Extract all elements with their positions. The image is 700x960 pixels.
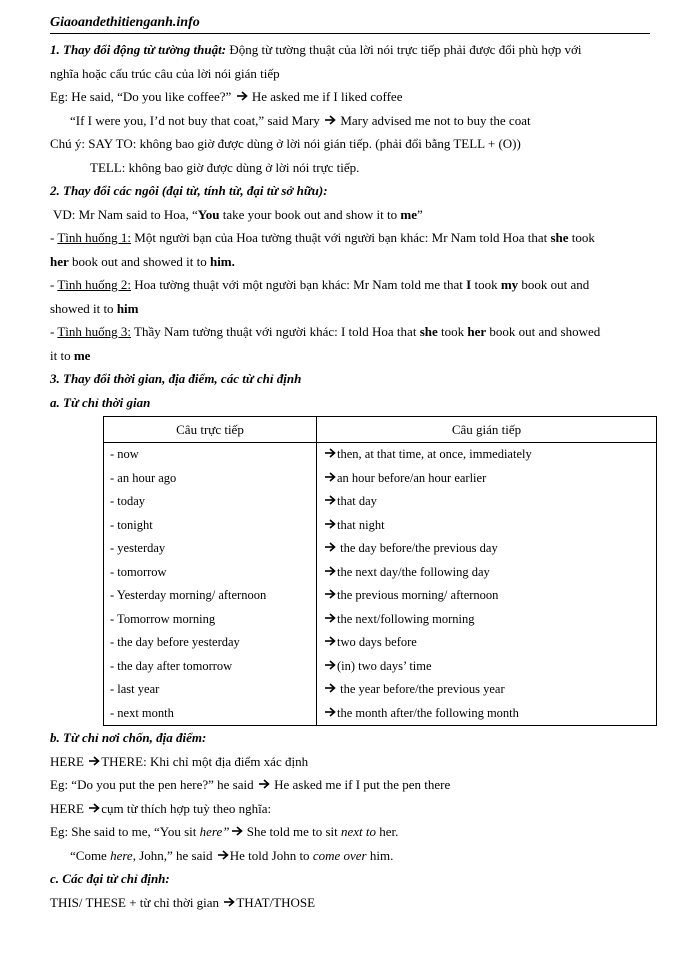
arrow-icon [223, 896, 235, 908]
example-5: “Come here, John,” he said He told John to come over him. [70, 847, 394, 863]
arrow-icon [324, 659, 336, 671]
arrow-icon [88, 755, 100, 767]
site-header: Giaoandethitienganh.info [50, 15, 200, 30]
direct-speech-cell: - next month [104, 702, 317, 726]
here-phrase-rule: HERE cụm từ thích hợp tuỳ theo nghĩa: [50, 800, 272, 816]
table-row [104, 631, 657, 655]
arrow-icon [324, 565, 336, 577]
table-row [104, 561, 657, 585]
this-these-rule: THIS/ THESE + từ chỉ thời gian THAT/THOSE [50, 894, 316, 910]
table-row [104, 702, 657, 726]
table-header-indirect: Câu gián tiếp [317, 417, 657, 443]
table-row [104, 467, 657, 491]
direct-speech-cell: - yesterday [104, 537, 317, 561]
table-row [104, 655, 657, 679]
arrow-icon [324, 518, 336, 530]
indirect-speech-cell: the previous morning/ afternoon [317, 584, 657, 608]
note-say-to: Chú ý: SAY TO: không bao giờ được dùng ở lời nói gián tiếp. (phải đổi bằng TELL + (O)) [50, 136, 521, 151]
arrow-icon [88, 802, 100, 814]
indirect-speech-cell: the year before/the previous year [317, 678, 657, 702]
direct-speech-cell: - today [104, 490, 317, 514]
situation-1: - Tình huống 1: Một người bạn của Hoa tường thuật với người bạn khác: Mr Nam told Hoa that she took [50, 230, 595, 245]
table-row [104, 514, 657, 538]
arrow-icon [324, 471, 336, 483]
section-1-title: 1. Thay đổi động từ tường thuật: [50, 42, 227, 57]
subsection-b-title: b. Từ chỉ nơi chốn, địa điểm: [50, 730, 207, 745]
section-2-title: 2. Thay đổi các ngôi (đại từ, tính từ, đại từ sở hữu): [50, 183, 328, 198]
direct-speech-cell: - Yesterday morning/ afternoon [104, 584, 317, 608]
example-2: “If I were you, I’d not buy that coat,” said Mary Mary advised me not to buy the coat [70, 112, 531, 128]
note-tell: TELL: không bao giờ được dùng ở lời nói trực tiếp. [90, 159, 360, 175]
direct-speech-cell: - an hour ago [104, 467, 317, 491]
time-expressions-table [103, 416, 657, 726]
direct-speech-cell: - Tomorrow morning [104, 608, 317, 632]
table-row [104, 490, 657, 514]
example-1: Eg: He said, “Do you like coffee?” He asked me if I liked coffee [50, 89, 403, 104]
section-2-example: VD: Mr Nam said to Hoa, “You take your book out and show it to me” [53, 206, 423, 222]
arrow-icon [258, 778, 270, 790]
direct-speech-cell: - the day after tomorrow [104, 655, 317, 679]
indirect-speech-cell: an hour before/an hour earlier [317, 467, 657, 491]
indirect-speech-cell: the month after/the following month [317, 702, 657, 726]
direct-speech-cell: - tomorrow [104, 561, 317, 585]
table-row [104, 678, 657, 702]
here-there-rule: HERE THERE: Khi chỉ một địa điểm xác định [50, 753, 309, 769]
arrow-icon [236, 90, 248, 102]
arrow-icon [324, 612, 336, 624]
arrow-icon [324, 447, 336, 459]
direct-speech-cell: - last year [104, 678, 317, 702]
situation-2-cont: showed it to him [50, 300, 139, 316]
indirect-speech-cell: (in) two days’ time [317, 655, 657, 679]
subsection-c-title: c. Các đại từ chỉ định: [50, 871, 170, 886]
indirect-speech-cell: the next/following morning [317, 608, 657, 632]
example-4: Eg: She said to me, “You sit here” She told me to sit next to her. [50, 824, 399, 839]
indirect-speech-cell: that night [317, 514, 657, 538]
indirect-speech-cell: the next day/the following day [317, 561, 657, 585]
section-3-title: 3. Thay đổi thời gian, địa điểm, các từ chỉ định [50, 371, 302, 386]
section-1-intro: 1. Thay đổi động từ tường thuật: Động từ tường thuật của lời nói trực tiếp phải được đổi phù hợp với [50, 42, 582, 57]
situation-3: - Tình huống 3: Thầy Nam tường thuật với người khác: I told Hoa that she took her book out and showed [50, 324, 601, 339]
direct-speech-cell: - now [104, 443, 317, 467]
arrow-icon [324, 635, 336, 647]
arrow-icon [324, 494, 336, 506]
arrow-icon [324, 114, 336, 126]
direct-speech-cell: - tonight [104, 514, 317, 538]
section-1-intro-cont: nghĩa hoặc cấu trúc câu của lời nói gián tiếp [50, 65, 280, 81]
document-page [50, 14, 660, 914]
subsection-a-title: a. Từ chỉ thời gian [50, 394, 151, 410]
header-rule [50, 33, 650, 34]
situation-3-cont: it to me [50, 347, 91, 363]
situation-2: - Tình huống 2: Hoa tường thuật với một người bạn khác: Mr Nam told me that I took my book out and [50, 277, 590, 292]
example-3: Eg: “Do you put the pen here?” he said He asked me if I put the pen there [50, 777, 451, 792]
arrow-icon [324, 682, 336, 694]
arrow-icon [217, 849, 229, 861]
table-row [104, 443, 657, 467]
situation-1-cont: her book out and showed it to him. [50, 253, 235, 269]
arrow-icon [231, 825, 243, 837]
arrow-icon [324, 588, 336, 600]
table-row [104, 584, 657, 608]
table-header-direct: Câu trực tiếp [104, 417, 317, 443]
direct-speech-cell: - the day before yesterday [104, 631, 317, 655]
indirect-speech-cell: two days before [317, 631, 657, 655]
arrow-icon [324, 541, 336, 553]
indirect-speech-cell: that day [317, 490, 657, 514]
table-row [104, 608, 657, 632]
indirect-speech-cell: the day before/the previous day [317, 537, 657, 561]
table-row [104, 537, 657, 561]
arrow-icon [324, 706, 336, 718]
indirect-speech-cell: then, at that time, at once, immediately [317, 443, 657, 467]
